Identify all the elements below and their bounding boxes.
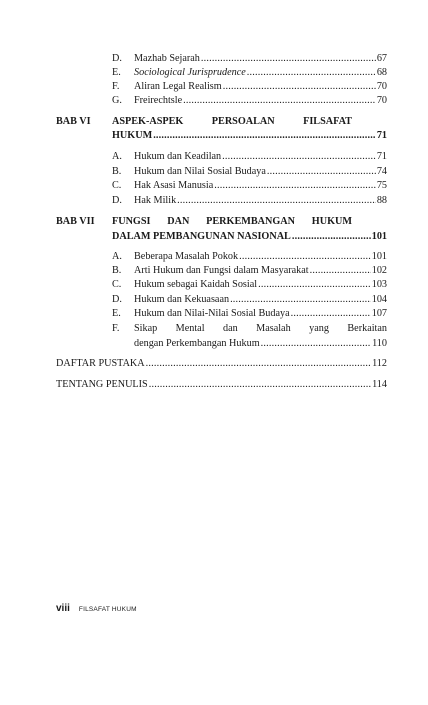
chapter-title-line2: DALAM PEMBANGUNAN NASIONAL — [112, 231, 291, 242]
dot-leader — [239, 251, 371, 263]
dot-leader — [146, 358, 371, 370]
toc-entry-title: Hukum sebagai Kaidah Sosial — [134, 279, 258, 290]
toc-entry[interactable] — [112, 67, 387, 79]
chapter-title-word: DAN — [167, 216, 190, 227]
toc-entry-line2[interactable] — [134, 338, 387, 350]
toc-entry[interactable] — [112, 53, 387, 65]
dot-leader — [222, 151, 376, 163]
toc-entry-page: 102 — [371, 265, 387, 276]
chapter-title-word: ASPEK-ASPEK — [112, 116, 184, 127]
dot-leader — [292, 231, 371, 243]
running-head: FILSAFAT HUKUM — [78, 606, 137, 613]
toc-entry-letter: C. — [112, 180, 122, 191]
toc-entry-title: Hukum dan Nilai Sosial Budaya — [134, 166, 266, 177]
chapter-entry[interactable] — [112, 130, 387, 142]
toc-entry-line1[interactable] — [112, 323, 387, 335]
toc-entry-word: dan — [222, 323, 238, 334]
toc-entry-word: yang — [309, 323, 329, 334]
dot-leader — [310, 265, 371, 277]
toc-entry-page: 75 — [376, 180, 387, 191]
chapter-number: BAB VI — [56, 116, 91, 127]
toc-entry-page: 70 — [376, 81, 387, 92]
toc-entry-word: Sikap — [134, 323, 158, 334]
dot-leader — [183, 95, 376, 107]
chapter-number: BAB VII — [56, 216, 95, 227]
toc-entry[interactable] — [112, 166, 387, 178]
toc-entry-letter: B. — [112, 166, 122, 177]
toc-entry-title: Hukum dan Keadilan — [134, 151, 222, 162]
toc-entry-page: 112 — [372, 358, 387, 369]
toc-entry-title: dengan Perkembangan Hukum — [134, 338, 260, 349]
toc-entry-letter: A. — [112, 251, 122, 262]
toc-back-matter[interactable] — [56, 379, 387, 391]
toc-entry-page: 104 — [371, 294, 387, 305]
chapter-entry[interactable] — [112, 231, 387, 243]
toc-entry-title: Hak Asasi Manusia — [134, 180, 214, 191]
dot-leader — [258, 279, 371, 291]
chapter-title-word: FUNGSI — [112, 216, 151, 227]
toc-entry-letter: F. — [112, 81, 120, 92]
toc-entry-letter: D. — [112, 294, 122, 305]
toc-entry-page: 107 — [371, 308, 387, 319]
toc-entry-title: Hukum dan Nilai-Nilai Sosial Budaya — [134, 308, 290, 319]
toc-entry[interactable] — [112, 279, 387, 291]
toc-entry-title: Arti Hukum dan Fungsi dalam Masyarakat — [134, 265, 309, 276]
toc-entry-title: Mazhab Sejarah — [134, 53, 200, 64]
toc-entry-letter: E. — [112, 308, 121, 319]
toc-entry[interactable] — [112, 308, 387, 320]
toc-entry-title: Aliran Legal Realism — [134, 81, 222, 92]
dot-leader — [247, 67, 376, 79]
toc-entry-page: 70 — [376, 95, 387, 106]
toc-entry-letter: F. — [112, 323, 120, 334]
toc-entry-letter: B. — [112, 265, 122, 276]
chapter-page: 71 — [376, 130, 387, 141]
chapter-title-line2: HUKUM — [112, 130, 153, 141]
toc-entry-letter: A. — [112, 151, 122, 162]
dot-leader — [230, 294, 371, 306]
toc-entry-letter: C. — [112, 279, 122, 290]
dot-leader — [153, 130, 376, 142]
dot-leader — [214, 180, 376, 192]
toc-back-matter[interactable] — [56, 358, 387, 370]
toc-entry[interactable] — [112, 294, 387, 306]
folio-number: viii — [56, 603, 70, 614]
dot-leader — [261, 338, 371, 350]
toc-entry-word: Masalah — [256, 323, 291, 334]
toc-entry-title: Freirechtsle — [134, 95, 183, 106]
dot-leader — [149, 379, 371, 391]
toc-entry-page: 103 — [371, 279, 387, 290]
toc-entry[interactable] — [112, 81, 387, 93]
page-footer — [56, 603, 137, 614]
toc-entry-page: 88 — [376, 195, 387, 206]
chapter-title-word: PERKEMBANGAN — [206, 216, 295, 227]
toc-entry-letter: D. — [112, 195, 122, 206]
dot-leader — [201, 53, 376, 65]
toc-entry-letter: D. — [112, 53, 122, 64]
chapter-page: 101 — [371, 231, 387, 242]
toc-entry-page: 101 — [371, 251, 387, 262]
toc-entry[interactable] — [112, 251, 387, 263]
toc-entry-letter: G. — [112, 95, 122, 106]
dot-leader — [177, 195, 376, 207]
toc-entry[interactable] — [112, 265, 387, 277]
toc-entry-letter: E. — [112, 67, 121, 78]
chapter-title-line1 — [112, 116, 352, 128]
toc-entry-page: 67 — [376, 53, 387, 64]
chapter-title-word: FILSAFAT — [303, 116, 352, 127]
toc-entry-page: 110 — [372, 338, 387, 349]
toc-entry-title: Beberapa Masalah Pokok — [134, 251, 239, 262]
dot-leader — [291, 308, 371, 320]
toc-entry-page: 71 — [376, 151, 387, 162]
toc-entry-title: TENTANG PENULIS — [56, 379, 148, 390]
toc-entry-page: 114 — [372, 379, 387, 390]
toc-entry[interactable] — [112, 151, 387, 163]
chapter-title-word: HUKUM — [311, 216, 352, 227]
toc-entry-title: DAFTAR PUSTAKA — [56, 358, 145, 369]
dot-leader — [267, 166, 376, 178]
toc-entry-page: 74 — [376, 166, 387, 177]
chapter-title-line1 — [112, 216, 352, 228]
toc-entry-word: Mental — [175, 323, 205, 334]
toc-entry-title: Hak Milik — [134, 195, 177, 206]
toc-entry[interactable] — [112, 95, 387, 107]
toc-entry-title: Sociological Jurisprudence — [134, 67, 246, 78]
toc-entry[interactable] — [112, 195, 387, 207]
toc-entry-page: 68 — [376, 67, 387, 78]
dot-leader — [223, 81, 376, 93]
toc-entry[interactable] — [112, 180, 387, 192]
toc-entry-word: Berkaitan — [347, 323, 387, 334]
toc-entry-title: Hukum dan Kekuasaan — [134, 294, 230, 305]
chapter-title-word: PERSOALAN — [211, 116, 275, 127]
